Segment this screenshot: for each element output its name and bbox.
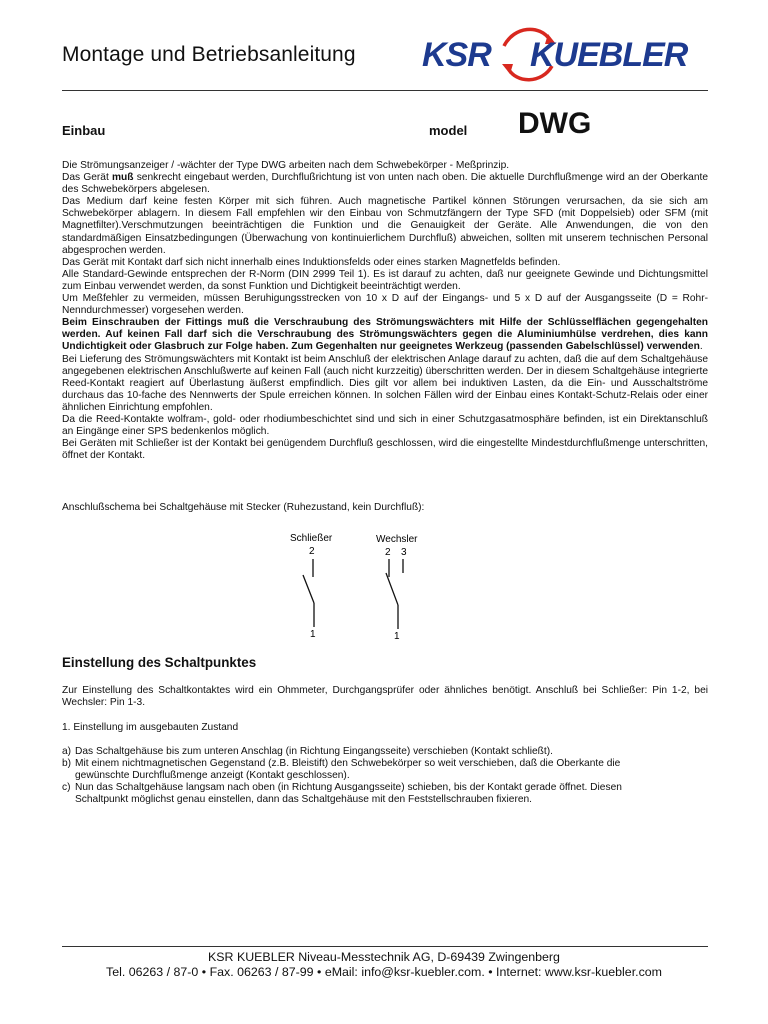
schliesser-pin-1: 1 bbox=[310, 629, 316, 640]
footer-tel: Tel. 06263 / 87-0 bbox=[106, 965, 199, 979]
step-text: Mit einem nichtmagnetischen Gegenstand (z.B. Bleistift) den Schwebekörper so weit verschieben, daß die Oberkante die gewünschte Durchflußmenge anzeigt (Kontakt geschlossen). bbox=[75, 758, 621, 782]
normally-open-contact-symbol bbox=[303, 559, 314, 627]
paragraph: Bei Geräten mit Schließer ist der Kontakt bei genügendem Durchfluß geschlossen, wird die eingestellte Mindestdurchflußmenge unterschritten, öffnet der Kontakt. bbox=[62, 438, 708, 462]
step-marker: b) bbox=[62, 758, 72, 770]
step-text: Nun das Schaltgehäuse langsam nach oben (in Richtung Ausgangsseite) schieben, bis der Kontakt gerade öffnet. Diesen Schaltpunkt möglichst genau einstellen, dann das Schaltgehäuse mit den Feststellschrauben fixieren. bbox=[75, 782, 622, 806]
footer-divider bbox=[62, 946, 708, 947]
paragraph: Beim Einschrauben der Fittings muß die Verschraubung des Strömungswächters mit Hilfe der Schlüsselflächen gegengehalten werden. Auf keinen Fall darf sich die Verschraubung des Strömungswächters gegen die Aluminiumhülse verdrehen, dies kann Undichtigkeit oder Glasbruch zur Folge haben. Zum Gegenhalten nur geeignetes Werkzeug (passenden Gabelschlüssel) verwenden. bbox=[62, 317, 708, 353]
logo-text: KSR bbox=[422, 36, 491, 74]
list-item bbox=[62, 746, 642, 758]
schliesser-pin-2: 2 bbox=[309, 546, 315, 557]
footer-email-link[interactable]: eMail: info@ksr-kuebler.com. bbox=[324, 965, 485, 979]
wechsler-pin-2: 2 bbox=[385, 547, 391, 558]
footer-bullet: • bbox=[317, 965, 322, 979]
ksr-kuebler-logo bbox=[418, 22, 708, 84]
schema-caption: Anschlußschema bei Schaltgehäuse mit Stecker (Ruhezustand, kein Durchfluß): bbox=[62, 502, 425, 513]
changeover-contact-symbol bbox=[386, 559, 403, 629]
list-item bbox=[62, 758, 642, 782]
list-item bbox=[62, 782, 642, 806]
header-divider bbox=[62, 90, 708, 91]
installation-text bbox=[62, 160, 708, 462]
document-title: Montage und Betriebsanleitung bbox=[62, 43, 356, 66]
section-heading-schaltpunkt: Einstellung des Schaltpunktes bbox=[62, 655, 257, 670]
model-value: DWG bbox=[518, 107, 592, 140]
steps-list bbox=[62, 746, 642, 806]
step-marker: c) bbox=[62, 782, 71, 794]
paragraph: Die Strömungsanzeiger / -wächter der Type DWG arbeiten nach dem Schwebekörper - Meßprinzip. bbox=[62, 160, 510, 171]
footer-contact-line bbox=[0, 965, 768, 979]
wechsler-pin-3: 3 bbox=[401, 547, 407, 558]
section-heading-einbau: Einbau bbox=[62, 123, 106, 138]
setting-intro-text: Zur Einstellung des Schaltkontaktes wird ein Ohmmeter, Durchgangsprüfer oder ähnliches benötigt. Anschluß bei Schließer: Pin 1-2, bei Wechsler: Pin 1-3. bbox=[62, 685, 708, 709]
wechsler-label: Wechsler bbox=[376, 534, 418, 545]
footer-bullet: • bbox=[488, 965, 493, 979]
wiring-diagram bbox=[270, 525, 470, 645]
model-label: model bbox=[429, 123, 468, 138]
footer-bullet: • bbox=[201, 965, 207, 979]
svg-text:KUEBLER: KUEBLER bbox=[530, 36, 688, 74]
paragraph: Alle Standard-Gewinde entsprechen der R-Norm (DIN 2999 Teil 1). Es ist darauf zu achten, daß nur geeignete Gewinde und Dichtungsmittel zum Einbau verwendet werden, da sonst Funktion und Dichtigkeit beeinträchtigt werden. bbox=[62, 268, 708, 292]
schliesser-label: Schließer bbox=[290, 533, 333, 544]
footer-company-line: KSR KUEBLER Niveau-Messtechnik AG, D-69439 Zwingenberg bbox=[208, 950, 560, 964]
step-text: Das Schaltgehäuse bis zum unteren Anschlag (in Richtung Eingangsseite) verschieben (Kontakt schließt). bbox=[75, 746, 553, 757]
paragraph: Bei Lieferung des Strömungswächters mit Kontakt ist beim Anschluß der elektrischen Anlage darauf zu achten, daß die auf dem Schaltgehäuse angegebenen elektrischen Anschlußwerte auf keinen Fall (auch nicht kurzzeitig) überschritten werden. Der in diesem Schaltgehäuse integrierte Reed-Kontakt reagiert auf Überlastung äußerst empfindlich. Dies gilt vor allem bei induktiven Lasten, da die Ein- und Ausschaltströme durchaus das 10-fache des Nennwerts der Spule erreichen können. In solchen Fällen wird der Einbau eines Kontakt-Schutz-Relais oder einer ähnlichen Einrichtung empfohlen. bbox=[62, 353, 708, 413]
paragraph: Das Gerät muß senkrecht eingebaut werden, Durchflußrichtung ist von unten nach oben. Die aktuelle Durchflußmenge wird an der Oberkante des Schwebekörpers abgelesen. bbox=[62, 172, 708, 196]
paragraph: Das Medium darf keine festen Körper mit sich führen. Auch magnetische Partikel können Störungen verursachen, da sie sich am Schwebekörper ablagern. In diesem Fall empfehlen wir den Einbau von Schmutzfängern der Type SFD (mit Doppelsieb) oder SFM (mit Magnetfilter).Verschmutzungen beeinträchtigen die Funktion und die Genauigkeit der Geräte. Alle Anwendungen, die von den standardmäßigen Einsatzbedingungen (Überwachung von kontinuierlichem Durchfluß) abweichen, sollten mit unserem technischen Personal abgesprochen werden. bbox=[62, 196, 708, 256]
paragraph: Um Meßfehler zu vermeiden, müssen Beruhigungsstrecken von 10 x D auf der Eingangs- und 5 x D auf der Ausgangsseite (D = Rohr-Nenndurchmesser) vorgesehen werden. bbox=[62, 293, 708, 317]
step-heading: 1. Einstellung im ausgebauten Zustand bbox=[62, 722, 239, 733]
step-marker: a) bbox=[62, 746, 72, 757]
paragraph: Das Gerät mit Kontakt darf sich nicht innerhalb eines Induktionsfelds oder eines starken Magnetfelds befinden. bbox=[62, 256, 561, 268]
wechsler-pin-1: 1 bbox=[394, 631, 400, 642]
footer-fax: Fax. 06263 / 87-99 bbox=[209, 965, 314, 979]
paragraph: Da die Reed-Kontakte wolfram-, gold- oder rhodiumbeschichtet sind und sich in einer Schutzgasatmosphäre befinden, ist ein Direktanschluß an Eingänge einer SPS bedenkenlos möglich. bbox=[62, 413, 708, 438]
footer-website-link[interactable]: Internet: www.ksr-kuebler.com bbox=[496, 965, 662, 979]
